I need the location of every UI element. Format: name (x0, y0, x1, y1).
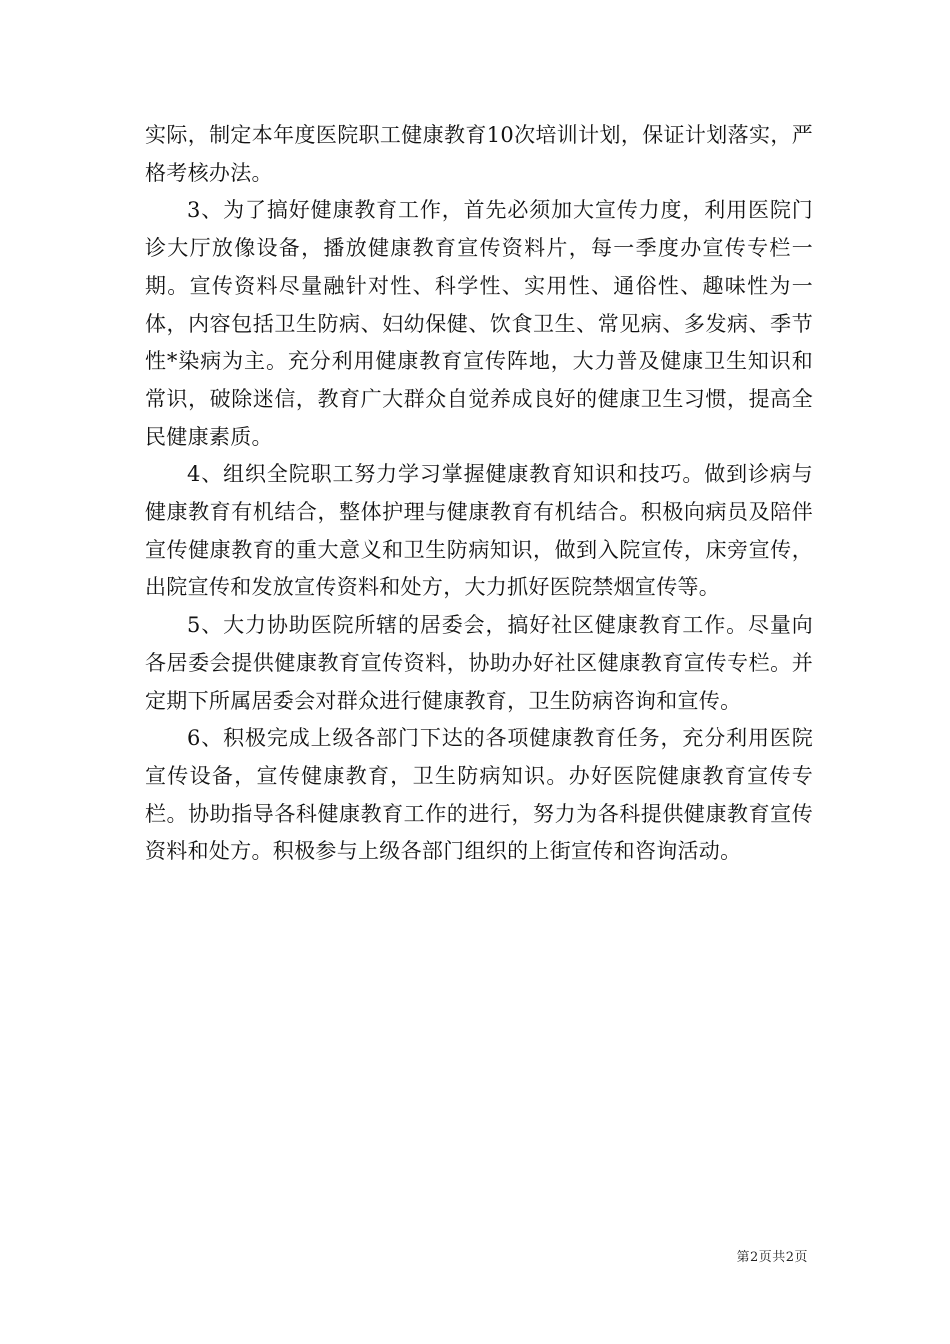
document-body (145, 117, 813, 871)
paragraph-item-6: 6、积极完成上级各部门下达的各项健康教育任务，充分利用医院宣传设备，宣传健康教育，卫生防病知识。办好医院健康教育宣传专栏。协助指导各科健康教育工作的进行，努力为各科提供健康教育宣传资料和处方。积极参与上级各部门组织的上街宣传和咨询活动。 (145, 726, 813, 864)
paragraph-continuation: 实际，制定本年度医院职工健康教育10次培训计划，保证计划落实，严格考核办法。 (145, 123, 813, 185)
paragraph-item-4: 4、组织全院职工努力学习掌握健康教育知识和技巧。做到诊病与健康教育有机结合，整体护理与健康教育有机结合。积极向病员及陪伴宣传健康教育的重大意义和卫生防病知识，做到入院宣传，床旁宣传，出院宣传和发放宣传资料和处方，大力抓好医院禁烟宣传等。 (145, 462, 813, 600)
paragraph-item-3: 3、为了搞好健康教育工作，首先必须加大宣传力度，利用医院门诊大厅放像设备，播放健康教育宣传资料片，每一季度办宣传专栏一期。宣传资料尽量融针对性、科学性、实用性、通俗性、趣味性为一体，内容包括卫生防病、妇幼保健、饮食卫生、常见病、多发病、季节性*染病为主。充分利用健康教育宣传阵地，大力普及健康卫生知识和常识，破除迷信，教育广大群众自觉养成良好的健康卫生习惯，提高全民健康素质。 (145, 198, 813, 449)
page-number: 第2页共2页 (736, 1250, 808, 1265)
paragraph-item-5: 5、大力协助医院所辖的居委会，搞好社区健康教育工作。尽量向各居委会提供健康教育宣传资料，协助办好社区健康教育宣传专栏。并定期下所属居委会对群众进行健康教育，卫生防病咨询和宣传。 (145, 613, 813, 713)
